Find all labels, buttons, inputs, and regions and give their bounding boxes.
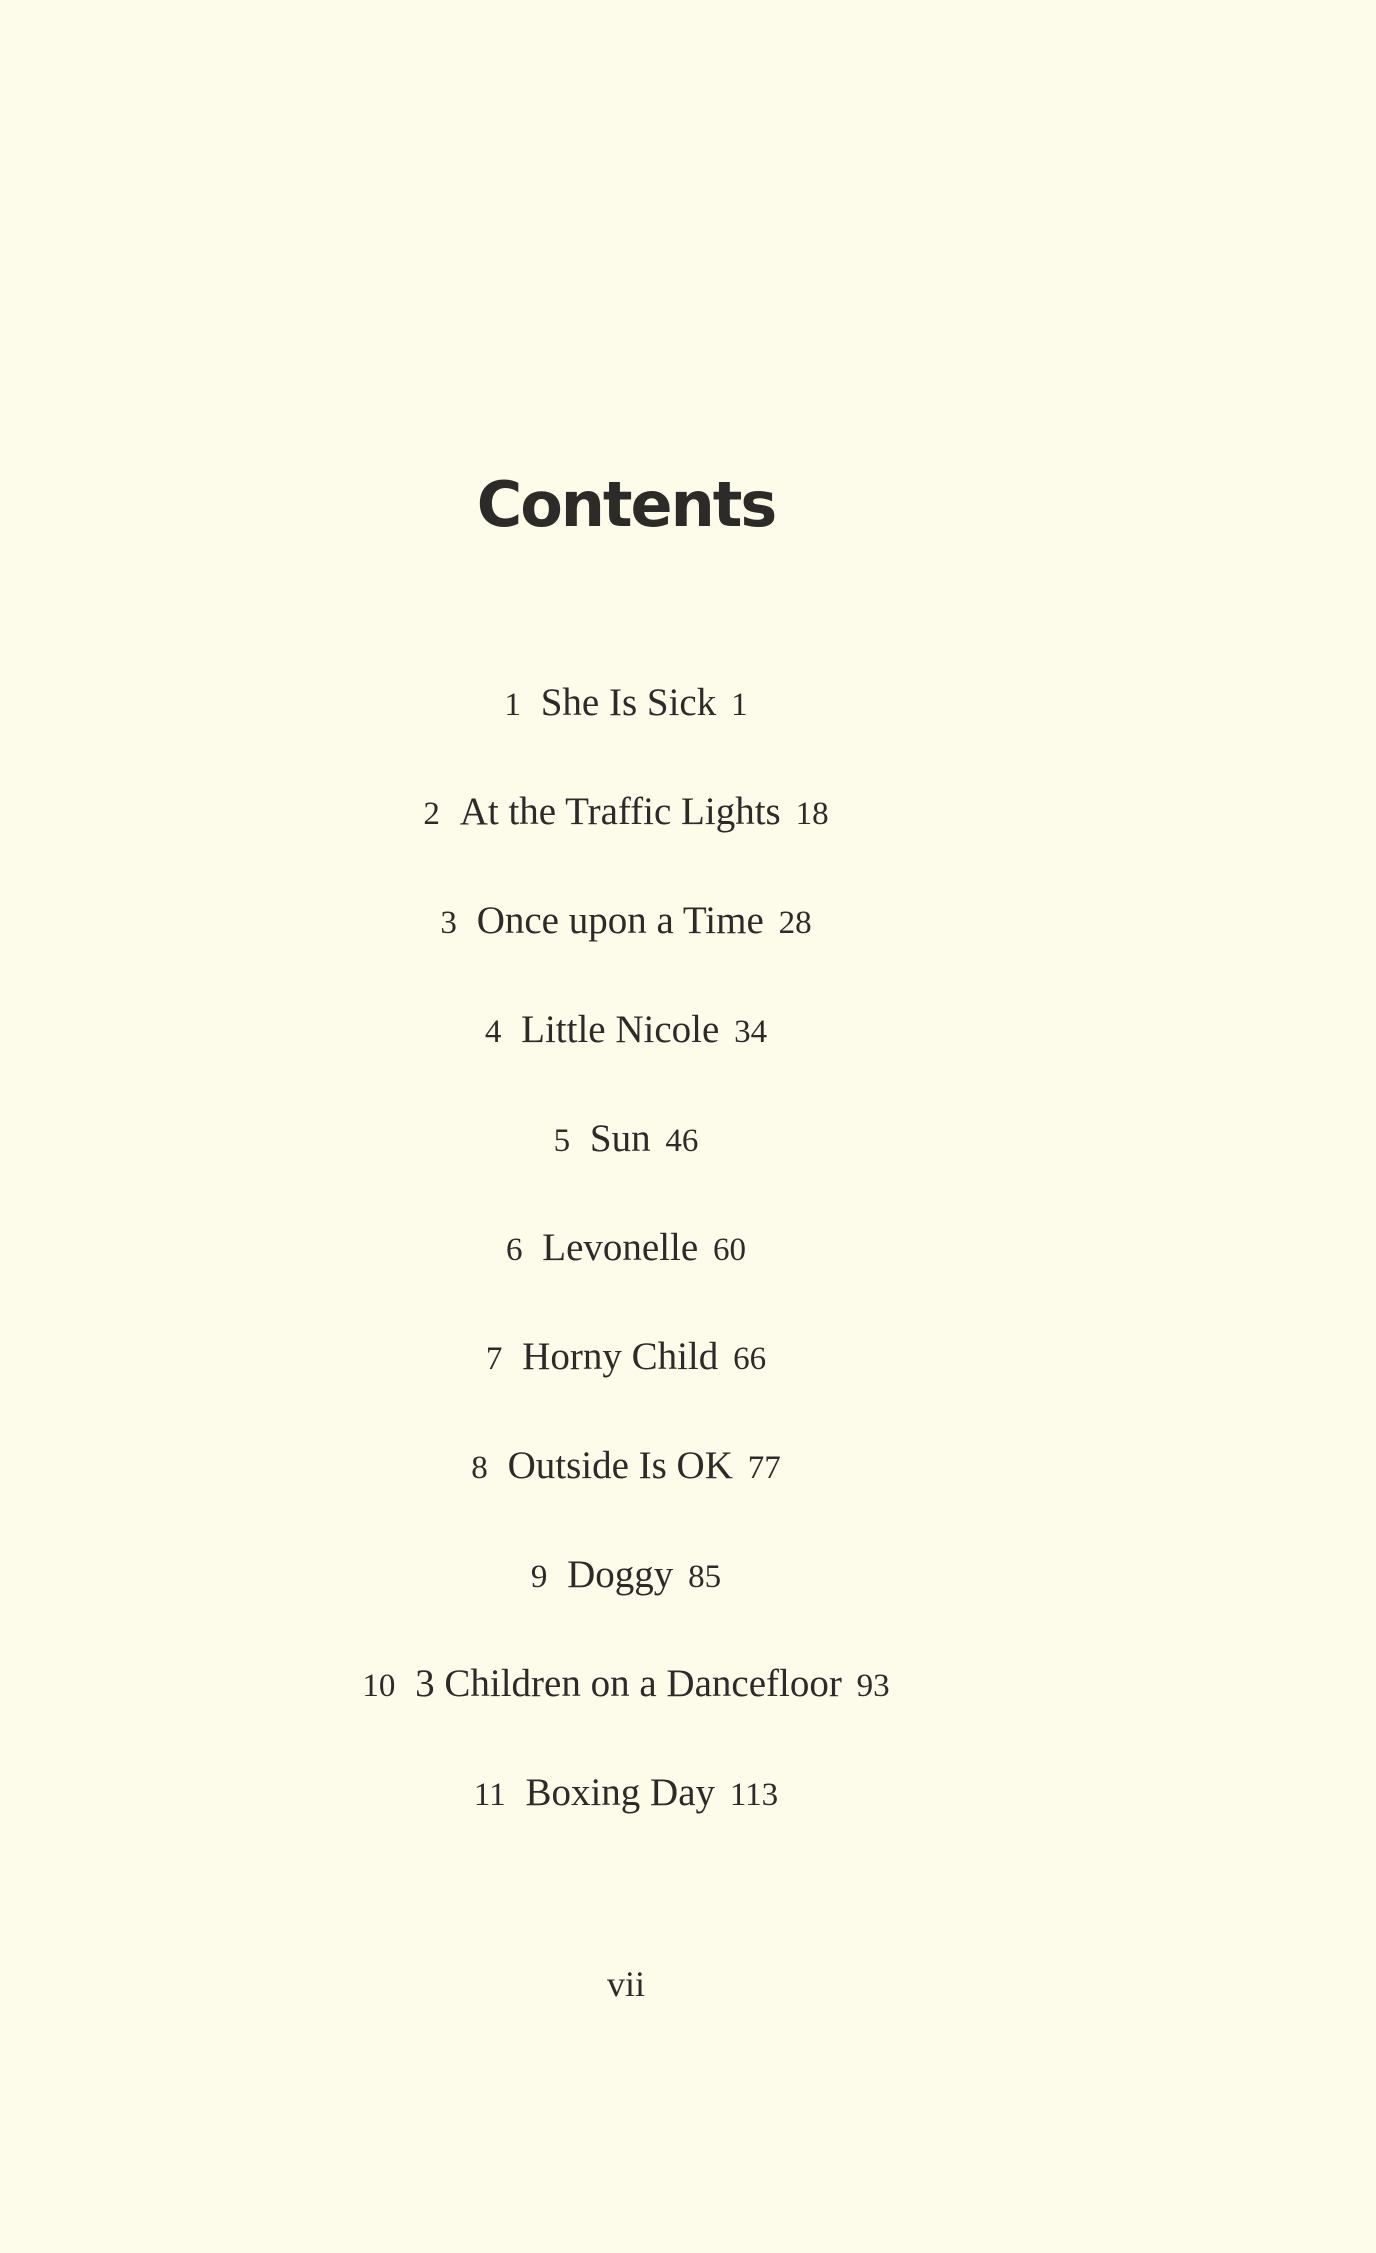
toc-entry [0,1773,1252,1812]
toc-entry [0,1010,1252,1049]
chapter-title: 3 Children on a Dancefloor [415,1662,842,1705]
chapter-number: 5 [553,1123,571,1159]
chapter-title: Horny Child [522,1335,719,1378]
chapter-title: At the Traffic Lights [459,790,781,833]
chapter-page-number: 46 [665,1123,699,1159]
chapter-page-number: 60 [713,1232,747,1268]
toc-entry [0,1446,1252,1485]
toc-entry [0,792,1252,831]
chapter-page-number: 77 [747,1450,781,1486]
chapter-title: Outside Is OK [507,1444,733,1487]
chapter-number: 7 [485,1341,503,1377]
chapter-title: Levonelle [542,1226,699,1269]
chapter-page-number: 18 [795,796,829,832]
chapter-page-number: 66 [733,1341,767,1377]
toc-entry [0,683,1252,722]
toc-entry [0,1119,1252,1158]
chapter-page-number: 113 [729,1777,779,1813]
chapter-number: 6 [505,1232,523,1268]
chapter-title: Boxing Day [525,1771,716,1814]
toc-entry [0,1555,1252,1594]
toc-entry [0,1664,1252,1703]
toc-entry [0,1228,1252,1267]
page-title: Contents [476,467,776,541]
chapter-title: Doggy [567,1553,674,1596]
chapter-page-number: 34 [734,1014,768,1050]
chapter-page-number: 1 [731,687,748,723]
chapter-number: 2 [423,796,440,832]
chapter-title: Sun [589,1117,651,1160]
toc-entry [0,1337,1252,1376]
chapter-number: 10 [362,1668,396,1704]
chapter-number: 11 [473,1777,506,1813]
chapter-page-number: 93 [856,1668,890,1704]
chapter-title: Little Nicole [521,1008,720,1051]
chapter-number: 4 [484,1014,502,1050]
chapter-number: 3 [440,905,457,941]
chapter-number: 9 [530,1559,548,1595]
chapter-number: 1 [504,687,521,723]
chapter-title: She Is Sick [540,681,717,724]
chapter-title: Once upon a Time [476,899,764,942]
page-folio: vii [606,1964,645,2004]
chapter-page-number: 85 [688,1559,722,1595]
chapter-number: 8 [471,1450,488,1486]
toc-entry [0,901,1252,940]
chapter-page-number: 28 [778,905,812,941]
